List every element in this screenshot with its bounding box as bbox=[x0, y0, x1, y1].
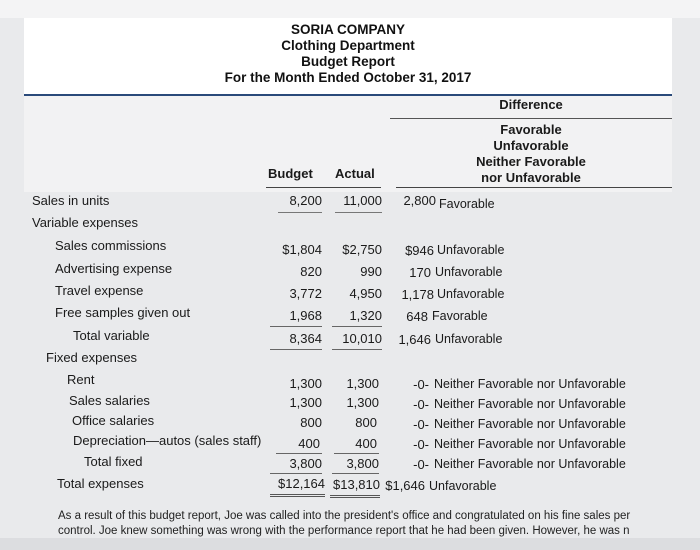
department-name: Clothing Department bbox=[281, 38, 415, 53]
total-fixed-underline-budget bbox=[270, 473, 322, 474]
favorable-header: Favorable bbox=[500, 122, 562, 137]
sales-units-underline-budget bbox=[278, 212, 322, 213]
rent-budget: 1,300 bbox=[289, 376, 322, 391]
sales-units-diff: 2,800 bbox=[403, 193, 436, 208]
rent-desc: Neither Favorable nor Unfavorable bbox=[434, 377, 626, 391]
free-samples-desc: Favorable bbox=[432, 309, 488, 323]
neither-favorable-header: Neither Favorable bbox=[476, 154, 586, 169]
total-variable-actual: 10,010 bbox=[342, 331, 382, 346]
row-label-office-salaries: Office salaries bbox=[72, 413, 155, 428]
free-samples-underline-budget bbox=[270, 326, 322, 327]
total-expenses-double-underline-2 bbox=[270, 496, 325, 497]
total-expenses-desc: Unfavorable bbox=[429, 479, 497, 493]
depreciation-underline-budget bbox=[276, 453, 322, 454]
office-salaries-actual: 800 bbox=[355, 415, 377, 430]
narrative-note bbox=[58, 509, 700, 539]
sales-commissions-budget: $1,804 bbox=[282, 242, 322, 257]
row-label-advertising: Advertising expense bbox=[55, 261, 173, 276]
total-variable-budget: 8,364 bbox=[289, 331, 322, 346]
bottom-strip bbox=[0, 538, 700, 550]
row-label-depreciation: Depreciation—autos (sales staff) bbox=[73, 433, 262, 448]
report-period: For the Month Ended October 31, 2017 bbox=[224, 70, 472, 85]
difference-header: Difference bbox=[499, 97, 563, 112]
total-expenses-double-underline-4 bbox=[330, 497, 380, 498]
sales-units-underline-actual bbox=[335, 212, 382, 213]
depreciation-underline-actual bbox=[334, 453, 379, 454]
report-header bbox=[24, 18, 672, 96]
row-label-sales-units: Sales in units bbox=[32, 193, 110, 208]
total-variable-diff: 1,646 bbox=[398, 332, 431, 347]
total-expenses-double-underline-1 bbox=[270, 494, 325, 495]
row-label-sales-commissions: Sales commissions bbox=[55, 238, 167, 253]
row-label-free-samples: Free samples given out bbox=[55, 305, 191, 320]
note-line-2: control. Joe knew something was wrong with the performance report that he had been given. However, he was n bbox=[58, 525, 630, 537]
office-salaries-desc: Neither Favorable nor Unfavorable bbox=[434, 417, 626, 431]
advertising-actual: 990 bbox=[360, 264, 382, 279]
row-label-total-variable: Total variable bbox=[73, 328, 150, 343]
free-samples-diff: 648 bbox=[406, 309, 428, 324]
actual-header: Actual bbox=[335, 166, 375, 181]
sales-commissions-actual: $2,750 bbox=[342, 242, 382, 257]
total-fixed-diff: -0- bbox=[413, 457, 429, 472]
sales-salaries-desc: Neither Favorable nor Unfavorable bbox=[434, 397, 626, 411]
row-label-fixed-expenses: Fixed expenses bbox=[46, 350, 138, 365]
budget-actual-rule bbox=[266, 187, 381, 188]
rent-diff: -0- bbox=[413, 377, 429, 392]
advertising-diff: 170 bbox=[409, 265, 431, 280]
sales-commissions-diff: $946 bbox=[405, 243, 434, 258]
office-salaries-diff: -0- bbox=[413, 417, 429, 432]
office-salaries-budget: 800 bbox=[300, 415, 322, 430]
difference-rule bbox=[390, 118, 672, 119]
depreciation-actual: 400 bbox=[355, 436, 377, 451]
total-fixed-underline-actual bbox=[332, 473, 379, 474]
advertising-budget: 820 bbox=[300, 264, 322, 279]
total-expenses-actual: $13,810 bbox=[333, 477, 380, 492]
sales-salaries-actual: 1,300 bbox=[346, 395, 379, 410]
free-samples-actual: 1,320 bbox=[349, 308, 382, 323]
travel-actual: 4,950 bbox=[349, 286, 382, 301]
travel-desc: Unfavorable bbox=[437, 287, 505, 301]
rent-actual: 1,300 bbox=[346, 376, 379, 391]
total-expenses-double-underline-3 bbox=[330, 495, 380, 496]
depreciation-budget: 400 bbox=[298, 436, 320, 451]
free-samples-underline-actual bbox=[332, 326, 382, 327]
row-label-total-fixed: Total fixed bbox=[84, 454, 143, 469]
report-title: Budget Report bbox=[301, 54, 395, 69]
sales-salaries-budget: 1,300 bbox=[289, 395, 322, 410]
depreciation-desc: Neither Favorable nor Unfavorable bbox=[434, 437, 626, 451]
difference-bottom-rule bbox=[396, 187, 672, 188]
row-label-rent: Rent bbox=[67, 372, 95, 387]
total-variable-underline-budget bbox=[270, 349, 322, 350]
total-variable-desc: Unfavorable bbox=[435, 332, 503, 346]
budget-header: Budget bbox=[268, 166, 313, 181]
sales-units-desc: Favorable bbox=[439, 197, 495, 211]
sales-units-budget: 8,200 bbox=[289, 193, 322, 208]
total-fixed-desc: Neither Favorable nor Unfavorable bbox=[434, 457, 626, 471]
row-label-total-expenses: Total expenses bbox=[57, 476, 144, 491]
total-fixed-budget: 3,800 bbox=[289, 456, 322, 471]
sales-units-actual: 11,000 bbox=[343, 193, 382, 208]
unfavorable-header: Unfavorable bbox=[493, 138, 569, 153]
total-fixed-actual: 3,800 bbox=[346, 456, 379, 471]
row-label-variable-expenses: Variable expenses bbox=[32, 215, 138, 230]
row-label-sales-salaries: Sales salaries bbox=[69, 393, 150, 408]
travel-budget: 3,772 bbox=[289, 286, 322, 301]
depreciation-diff: -0- bbox=[413, 437, 429, 452]
travel-diff: 1,178 bbox=[401, 287, 434, 302]
sales-commissions-desc: Unfavorable bbox=[437, 243, 505, 257]
total-variable-underline-actual bbox=[332, 349, 382, 350]
total-expenses-budget: $12,164 bbox=[278, 476, 325, 491]
free-samples-budget: 1,968 bbox=[289, 308, 322, 323]
sales-salaries-diff: -0- bbox=[413, 397, 429, 412]
advertising-desc: Unfavorable bbox=[435, 265, 503, 279]
nor-unfavorable-header: nor Unfavorable bbox=[481, 170, 581, 185]
row-label-travel: Travel expense bbox=[55, 283, 144, 298]
company-name: SORIA COMPANY bbox=[290, 22, 405, 37]
top-strip bbox=[0, 0, 700, 18]
note-line-1: As a result of this budget report, Joe was called into the president's office and congratulated on his fine sales per bbox=[58, 510, 631, 522]
total-expenses-diff: $1,646 bbox=[385, 478, 425, 493]
